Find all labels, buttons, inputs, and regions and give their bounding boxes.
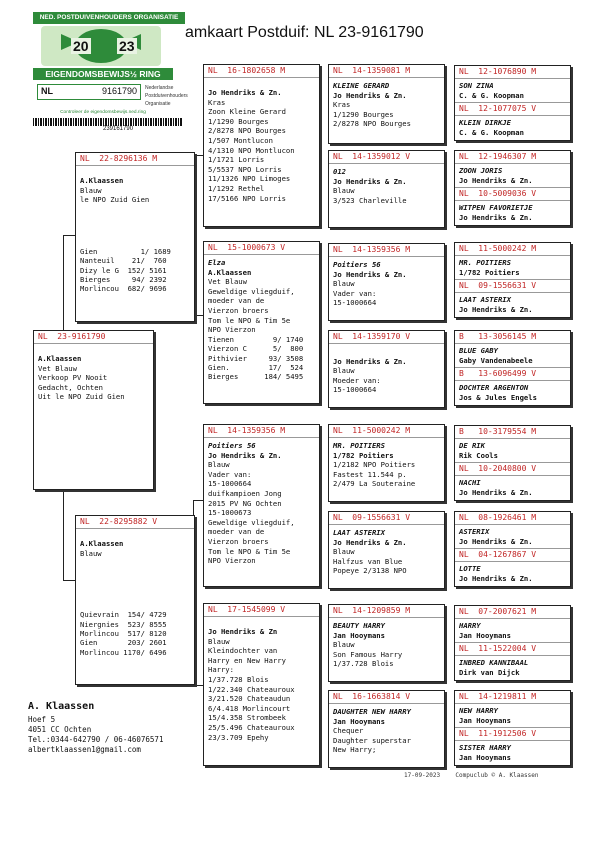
logo-year-right: 23 bbox=[119, 38, 135, 54]
result-line: Dizy le G 152/ 5161 bbox=[80, 265, 167, 275]
card-line: Kleindochter van bbox=[208, 646, 278, 656]
ring-number: B 13-3056145 M bbox=[455, 331, 570, 344]
card-line: Vierzon broers bbox=[208, 305, 269, 315]
card-line: le NPO Zuid Gien bbox=[80, 195, 150, 205]
breeder: Jo Hendriks & Zn. bbox=[459, 573, 533, 583]
ring-number: NL 11-1522004 V bbox=[455, 642, 570, 656]
card-line: 1/1290 Bourges bbox=[333, 109, 394, 119]
pigeon-name: NEW HARRY bbox=[459, 706, 498, 715]
ring-number: NL 12-1077075 V bbox=[455, 102, 570, 116]
result-line: Morlincou 517/ 8120 bbox=[80, 629, 167, 638]
logo-ring-number: 9161790 bbox=[101, 86, 137, 96]
breeder: C. & G. Koopman bbox=[459, 127, 524, 137]
ring-number: NL 14-1359012 V bbox=[329, 151, 444, 164]
breeder: Jo Hendriks & Zn. bbox=[208, 450, 282, 460]
connector-line bbox=[193, 500, 203, 501]
card-line: Kras bbox=[333, 100, 351, 110]
pigeon-name: DAUGHTER NEW HARRY bbox=[333, 707, 411, 716]
breeder: Jo Hendriks & Zn. bbox=[459, 304, 533, 314]
breeder: C. & G. Koopman bbox=[459, 90, 524, 100]
logo-ctrl-text: Controleer de eigendomsbewijs.ned.ring bbox=[60, 110, 146, 115]
connector-line bbox=[445, 530, 446, 570]
card-line: Uit le NPO Zuid Gien bbox=[38, 392, 125, 402]
ring-number: NL 22-8296136 M bbox=[76, 153, 194, 166]
footer bbox=[404, 772, 538, 779]
page-title: amkaart Postduif: NL 23-9161790 bbox=[185, 24, 424, 41]
pigeon-name: WITPEN FAVORIETJE bbox=[459, 203, 533, 213]
connector-line bbox=[445, 85, 446, 125]
card-line: Blauw bbox=[208, 460, 230, 470]
card-line: Blauw bbox=[333, 366, 355, 376]
logo-ring-field bbox=[37, 84, 141, 100]
card-line: 15-1000673 bbox=[208, 508, 252, 518]
card-line: New Harry; bbox=[333, 745, 377, 755]
ring-number: NL 14-1359356 M bbox=[204, 425, 319, 438]
pigeon-name: Poitiers 56 bbox=[208, 441, 256, 450]
breeder: Jo Hendriks & Zn. bbox=[333, 356, 407, 366]
breeder: Jan Hooymans bbox=[333, 630, 385, 640]
card-line: 15-1000664 bbox=[333, 385, 377, 395]
card-line: Verkoop PV Nooit bbox=[38, 373, 108, 383]
g4-pair-card bbox=[454, 242, 571, 318]
footer-date: 17-09-2023 bbox=[404, 772, 441, 779]
card-line: 2015 PV NG Ochten bbox=[208, 498, 282, 508]
breeder: Jan Hooymans bbox=[333, 716, 385, 726]
connector-line bbox=[63, 580, 75, 581]
g3-card bbox=[328, 150, 445, 228]
card-line: Kras bbox=[208, 97, 226, 107]
ring-number: NL 11-5000242 M bbox=[329, 425, 444, 438]
card-line: 1/782 Poitiers bbox=[459, 267, 520, 277]
card-line: 11/1326 NPO Limoges bbox=[208, 174, 291, 184]
maternal-grandmother-card bbox=[203, 603, 320, 766]
pigeon-name: MR. POITIERS bbox=[459, 258, 511, 267]
card-line: Blauw bbox=[333, 186, 355, 196]
breeder: Jo Hendriks & Zn. bbox=[333, 537, 407, 547]
subject-pigeon-card bbox=[33, 330, 154, 490]
result-line: Vierzon C 5/ 800 bbox=[208, 344, 304, 354]
g3-card bbox=[328, 64, 445, 144]
result-line: Bierges 184/ 5495 bbox=[208, 372, 304, 382]
father-card bbox=[75, 152, 195, 322]
pigeon-name: 012 bbox=[333, 167, 346, 176]
card-line: 2/479 La Souteraine bbox=[333, 479, 416, 489]
breeder: Jan Hooymans bbox=[459, 752, 511, 762]
result-line: Gien. 17/ 524 bbox=[208, 362, 304, 372]
pigeon-name: NACHI bbox=[459, 478, 481, 488]
card-line: Tom le NPO & Tim 5e bbox=[208, 315, 291, 325]
card-line: Blauw bbox=[333, 279, 355, 289]
g3-card bbox=[328, 511, 445, 589]
result-line: Gien 203/ 2601 bbox=[80, 638, 167, 648]
ring-number: NL 14-1359170 V bbox=[329, 331, 444, 344]
card-line: Halfzus van Blue bbox=[333, 556, 403, 566]
card-line: 15-1000664 bbox=[208, 479, 252, 489]
breeder: Gaby Vandenabeele bbox=[459, 355, 533, 365]
card-line: 1/37.728 Blois bbox=[208, 674, 269, 684]
pigeon-name: BEAUTY HARRY bbox=[333, 621, 385, 630]
g4-pair-card bbox=[454, 330, 571, 406]
card-line: Harry en New Harry bbox=[208, 655, 286, 665]
breeder: A.Klaassen bbox=[80, 539, 124, 548]
card-line: 3/21.520 Chateaudun bbox=[208, 694, 291, 704]
connector-line bbox=[193, 685, 203, 686]
card-line: 1/782 Poitiers bbox=[333, 450, 394, 460]
card-line: Popeye 2/3138 NPO bbox=[333, 566, 407, 576]
pigeon-name: INBRED KANNIBAAL bbox=[459, 658, 529, 668]
g3-card bbox=[328, 690, 445, 768]
card-line: 2/8278 NPO Bourges bbox=[208, 126, 286, 136]
ring-number: NL 14-1359081 M bbox=[329, 65, 444, 78]
card-line: Blauw bbox=[208, 636, 230, 646]
owner-name: A. Klaassen bbox=[28, 701, 95, 712]
connector-line bbox=[445, 170, 446, 210]
ring-number: NL 16-1802658 M bbox=[204, 65, 319, 78]
card-line: 15/4.358 Strombeek bbox=[208, 713, 286, 723]
pigeon-name: Poitiers 56 bbox=[333, 260, 381, 269]
breeder: A.Klaassen bbox=[208, 267, 252, 277]
card-line: 17/5166 NPO Lorris bbox=[208, 193, 286, 203]
card-line: 23/3.709 Epehy bbox=[208, 732, 269, 742]
breeder: A.Klaassen bbox=[80, 176, 124, 185]
barcode-number: 239161790 bbox=[103, 126, 134, 132]
logo-year-left: 20 bbox=[73, 38, 89, 54]
card-line: 6/4.418 Morlincourt bbox=[208, 703, 291, 713]
card-line: 4/1310 NPO Montlucon bbox=[208, 145, 295, 155]
pigeon-name: SON ZINA bbox=[459, 81, 494, 90]
ownership-certificate-logo bbox=[33, 12, 188, 134]
card-line: Vet Blauw bbox=[38, 363, 77, 373]
breeder: Jo Hendriks & Zn. bbox=[459, 536, 533, 546]
pigeon-name: LAAT ASTERIX bbox=[459, 295, 511, 305]
lion-crest-icon bbox=[41, 26, 161, 66]
logo-country: NL bbox=[41, 86, 53, 96]
pigeon-name bbox=[329, 347, 444, 357]
owner-line: Tel.:0344-642790 / 06-46076571 bbox=[28, 735, 164, 744]
result-line: Tienen 9/ 1740 bbox=[208, 334, 304, 344]
ring-number: NL 12-1076890 M bbox=[455, 66, 570, 79]
card-line: Tom le NPO & Tim 5e bbox=[208, 546, 291, 556]
logo-side-label: Postduivenhouders bbox=[145, 93, 188, 99]
ring-number: NL 15-1000673 V bbox=[204, 242, 319, 255]
pigeon-name: KLEIN DIRKJE bbox=[459, 118, 511, 128]
g3-card bbox=[328, 424, 445, 502]
card-line: Vierzon broers bbox=[208, 536, 269, 546]
breeder: Jo Hendriks & Zn. bbox=[459, 175, 533, 185]
ring-number: NL 12-1946307 M bbox=[455, 151, 570, 164]
logo-banner: EIGENDOMSBEWIJS½ RING bbox=[33, 68, 173, 80]
ring-number: NL 17-1545099 V bbox=[204, 604, 319, 617]
ring-number: NL 08-1926461 M bbox=[455, 512, 570, 525]
card-line: Daughter superstar bbox=[333, 735, 411, 745]
pigeon-name: ZOON JORIS bbox=[459, 166, 503, 175]
ring-number: NL 14-1359356 M bbox=[329, 244, 444, 257]
card-line: moeder van de bbox=[208, 296, 265, 306]
g3-card bbox=[328, 330, 445, 408]
card-line: 15-1000664 bbox=[333, 298, 377, 308]
result-line: Gien 1/ 1689 bbox=[80, 246, 171, 256]
card-line: NPO Vierzon bbox=[208, 556, 256, 566]
breeder: Jo Hendriks & Zn bbox=[208, 627, 278, 636]
pigeon-name: ASTERIX bbox=[459, 527, 490, 536]
pigeon-name: BLUE GABY bbox=[459, 346, 498, 355]
ring-number: NL 09-1556631 V bbox=[329, 512, 444, 525]
result-line: Bierges 94/ 2392 bbox=[80, 275, 167, 284]
breeder: Jos & Jules Engels bbox=[459, 392, 537, 402]
g4-pair-card bbox=[454, 150, 571, 226]
result-line: Morlincou 682/ 9696 bbox=[80, 284, 167, 294]
card-line: 1/1292 Rethel bbox=[208, 183, 265, 193]
result-line: Pithivier 93/ 3508 bbox=[208, 353, 304, 363]
owner-line: 4051 CC Ochten bbox=[28, 725, 92, 734]
card-line: 3/523 Charleville bbox=[333, 195, 407, 205]
connector-line bbox=[445, 710, 446, 750]
ring-number: NL 14-1219811 M bbox=[455, 691, 570, 704]
result-line: Morlincou 1170/ 6496 bbox=[80, 647, 167, 657]
card-line: Blauw bbox=[80, 548, 102, 558]
paternal-grandfather-card bbox=[203, 64, 320, 227]
ring-number: NL 10-5009036 V bbox=[455, 187, 570, 201]
card-line: Zoon Kleine Gerard bbox=[208, 107, 286, 117]
g3-card bbox=[328, 604, 445, 682]
pigeon-name: KLEINE GERARD bbox=[333, 81, 390, 90]
owner-address-block bbox=[28, 700, 163, 755]
logo-side-labels bbox=[145, 84, 188, 108]
card-line: Vet Blauw bbox=[208, 277, 247, 287]
paternal-grandmother-card bbox=[203, 241, 320, 404]
connector-line bbox=[445, 352, 446, 392]
ring-number: NL 10-2040800 V bbox=[455, 462, 570, 476]
pigeon-name: DE RIK bbox=[459, 441, 485, 450]
mother-card bbox=[75, 515, 195, 685]
g3-card bbox=[328, 243, 445, 321]
card-line: 1/507 Montlucon bbox=[208, 135, 273, 145]
ring-number: B 13-6096499 V bbox=[455, 367, 570, 381]
card-line: Geweldige vliegduif, bbox=[208, 286, 295, 296]
g4-pair-card bbox=[454, 605, 571, 681]
breeder: Jo Hendriks & Zn. bbox=[459, 487, 533, 497]
card-line: Blauw bbox=[333, 640, 355, 650]
connector-line bbox=[445, 445, 446, 485]
breeder: Dirk van Dijck bbox=[459, 667, 520, 677]
card-line: 25/5.496 Chateauroux bbox=[208, 722, 295, 732]
pigeon-name: DOCHTER ARGENTON bbox=[459, 383, 529, 393]
card-line: 1/2182 NPO Poitiers bbox=[333, 460, 416, 470]
g4-pair-card bbox=[454, 511, 571, 587]
card-line: Vader van: bbox=[333, 288, 377, 298]
ring-number: NL 16-1663814 V bbox=[329, 691, 444, 704]
logo-side-label: Nederlandse bbox=[145, 85, 174, 91]
maternal-grandfather-card bbox=[203, 424, 320, 587]
connector-line bbox=[445, 262, 446, 302]
card-line: Moeder van: bbox=[333, 375, 381, 385]
ring-number: NL 04-1267867 V bbox=[455, 548, 570, 562]
pigeon-name: LOTTE bbox=[459, 564, 481, 574]
breeder: Jan Hooymans bbox=[459, 715, 511, 725]
barcode bbox=[33, 118, 183, 126]
breeder: Jo Hendriks & Zn. bbox=[208, 88, 282, 97]
owner-line: Hoef 5 bbox=[28, 715, 56, 724]
card-line: 1/1721 Lorris bbox=[208, 155, 265, 165]
card-line: Son Famous Harry bbox=[333, 649, 403, 659]
connector-line bbox=[445, 625, 446, 665]
card-line: 1/22.340 Chateauroux bbox=[208, 684, 295, 694]
logo-org-bar: NED. POSTDUIVENHOUDERS ORGANISATIE bbox=[33, 12, 185, 24]
ring-number: NL 11-5000242 M bbox=[455, 243, 570, 256]
ring-number: NL 09-1556631 V bbox=[455, 279, 570, 293]
g4-pair-card bbox=[454, 690, 571, 766]
breeder: Jo Hendriks & Zn. bbox=[333, 269, 407, 279]
owner-email[interactable]: albertklaassen1@gmail.com bbox=[28, 745, 141, 754]
card-line: 5/5537 NPO Lorris bbox=[208, 164, 282, 174]
g4-pair-card bbox=[454, 65, 571, 141]
logo-side-label: Organisatie bbox=[145, 101, 171, 107]
pigeon-name: Elza bbox=[208, 258, 226, 267]
result-line: Nanteuil 21/ 760 bbox=[80, 256, 167, 266]
footer-credit: Compuclub © A. Klaassen bbox=[455, 772, 539, 779]
card-line: Chequer bbox=[333, 726, 364, 736]
card-line: duifkampioen Jong bbox=[208, 488, 282, 498]
ring-number: NL 23-9161790 bbox=[34, 331, 153, 344]
card-line: 1/37.728 Blois bbox=[333, 659, 394, 669]
g4-pair-card bbox=[454, 425, 571, 501]
logo-emblem bbox=[41, 26, 161, 66]
result-line: Quievrain 154/ 4729 bbox=[80, 610, 167, 620]
card-line: Gedacht, Ochten bbox=[38, 382, 103, 392]
result-line: Niergnies 523/ 8555 bbox=[80, 619, 167, 629]
card-line: Geweldige vliegduif, bbox=[208, 517, 295, 527]
card-line: Harry: bbox=[208, 665, 234, 675]
breeder: Rik Cools bbox=[459, 450, 498, 460]
card-line: 1/1290 Bourges bbox=[208, 116, 269, 126]
card-line: Fastest 11.544 p. bbox=[333, 469, 407, 479]
breeder: Jan Hooymans bbox=[459, 630, 511, 640]
card-line: Vader van: bbox=[208, 469, 252, 479]
ring-number: NL 14-1209859 M bbox=[329, 605, 444, 618]
ring-number: B 10-3179554 M bbox=[455, 426, 570, 439]
breeder: Jo Hendriks & Zn. bbox=[333, 90, 407, 100]
connector-line bbox=[63, 235, 75, 236]
pigeon-name: HARRY bbox=[459, 621, 481, 630]
ring-number: NL 11-1912506 V bbox=[455, 727, 570, 741]
pigeon-name: LAAT ASTERIX bbox=[333, 528, 385, 537]
ring-number: NL 07-2007621 M bbox=[455, 606, 570, 619]
card-line: NPO Vierzon bbox=[208, 325, 256, 335]
card-line: moeder van de bbox=[208, 527, 265, 537]
breeder: A.Klaassen bbox=[38, 354, 82, 363]
pigeon-name: MR. POITIERS bbox=[333, 441, 385, 450]
card-line: Blauw bbox=[333, 547, 355, 557]
card-line: 2/8278 NPO Bourges bbox=[333, 119, 411, 129]
card-line: Blauw bbox=[80, 185, 102, 195]
ring-number: NL 22-8295882 V bbox=[76, 516, 194, 529]
pigeon-name: SISTER HARRY bbox=[459, 743, 511, 753]
breeder: Jo Hendriks & Zn. bbox=[459, 212, 533, 222]
breeder: Jo Hendriks & Zn. bbox=[333, 176, 407, 186]
